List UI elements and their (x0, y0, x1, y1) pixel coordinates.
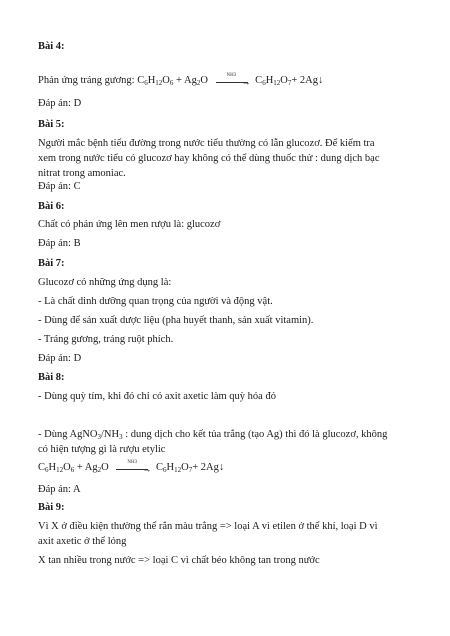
exercise-7-list-item: - Là chất dinh dưỡng quan trọng của người và động vật. (38, 296, 273, 307)
exercise-5-text-line: xem trong nước tiểu có glucozơ hay không có thể dùng thuốc thử : dung dịch bạc (38, 153, 380, 164)
reaction-arrow-icon: → NH3 (214, 76, 250, 86)
exercise-5-text-line: nitrat trong amoniac. (38, 168, 126, 179)
exercise-4-heading: Bài 4: (38, 41, 65, 52)
exercise-6-heading: Bài 6: (38, 201, 65, 212)
exercise-9-text-line: Vì X ở điều kiện thường thể rắn màu trắng => loại A vì etilen ở thể khí, loại D vì (38, 521, 378, 532)
exercise-7-text-line: Glucozơ có những ứng dụng là: (38, 277, 172, 288)
exercise-7-answer: Đáp án: D (38, 353, 82, 364)
exercise-7-heading: Bài 7: (38, 258, 65, 269)
exercise-7-list-item: - Tráng gương, tráng ruột phích. (38, 334, 174, 345)
exercise-7-list-item: - Dùng để sản xuất dược liệu (pha huyết thanh, sản xuất vitamin). (38, 315, 314, 326)
exercise-8-text-line: - Dùng quỳ tím, khi đó chỉ có axit axetic làm quỳ hóa đỏ (38, 391, 276, 402)
exercise-4-reaction: Phản ứng tráng gương: $C_6H_{12}O_6 + Ag_2O$ → NH3 $C_6H_{12}O_7+$ 2Ag↓ (38, 72, 324, 87)
exercise-8-heading: Bài 8: (38, 372, 65, 383)
exercise-9-text-line: axit axetic ở thể lỏng (38, 536, 127, 547)
exercise-5-answer: Đáp án: C (38, 181, 81, 192)
exercise-6-text-line: Chất có phản ứng lên men rượu là: glucozơ (38, 219, 221, 230)
exercise-6-answer: Đáp án: B (38, 238, 81, 249)
exercise-8-text-line: có hiện tượng gì là rượu etylic (38, 444, 166, 455)
exercise-8-answer: Đáp án: A (38, 484, 81, 495)
exercise-8-reaction: $C_6H_{12}O_6 + Ag_2O$ → NH3 $C_6H_{12}O_7+$ 2Ag↓ (38, 459, 225, 474)
exercise-4-answer: Đáp án: D (38, 98, 82, 109)
exercise-5-heading: Bài 5: (38, 119, 65, 130)
reaction-arrow-icon: → NH3 (114, 463, 150, 473)
exercise-5-text-line: Người mắc bệnh tiểu đường trong nước tiểu thường có lẫn glucozơ. Để kiểm tra (38, 138, 375, 149)
exercise-8-text-line: - Dùng $AgNO_3/NH_3$ : dung dịch cho kết tủa trắng (tạo Ag) thì đó là glucozơ, không (38, 429, 388, 441)
exercise-9-text-line: X tan nhiều trong nước => loại C vì chất béo không tan trong nước (38, 555, 320, 566)
exercise-9-heading: Bài 9: (38, 502, 65, 513)
